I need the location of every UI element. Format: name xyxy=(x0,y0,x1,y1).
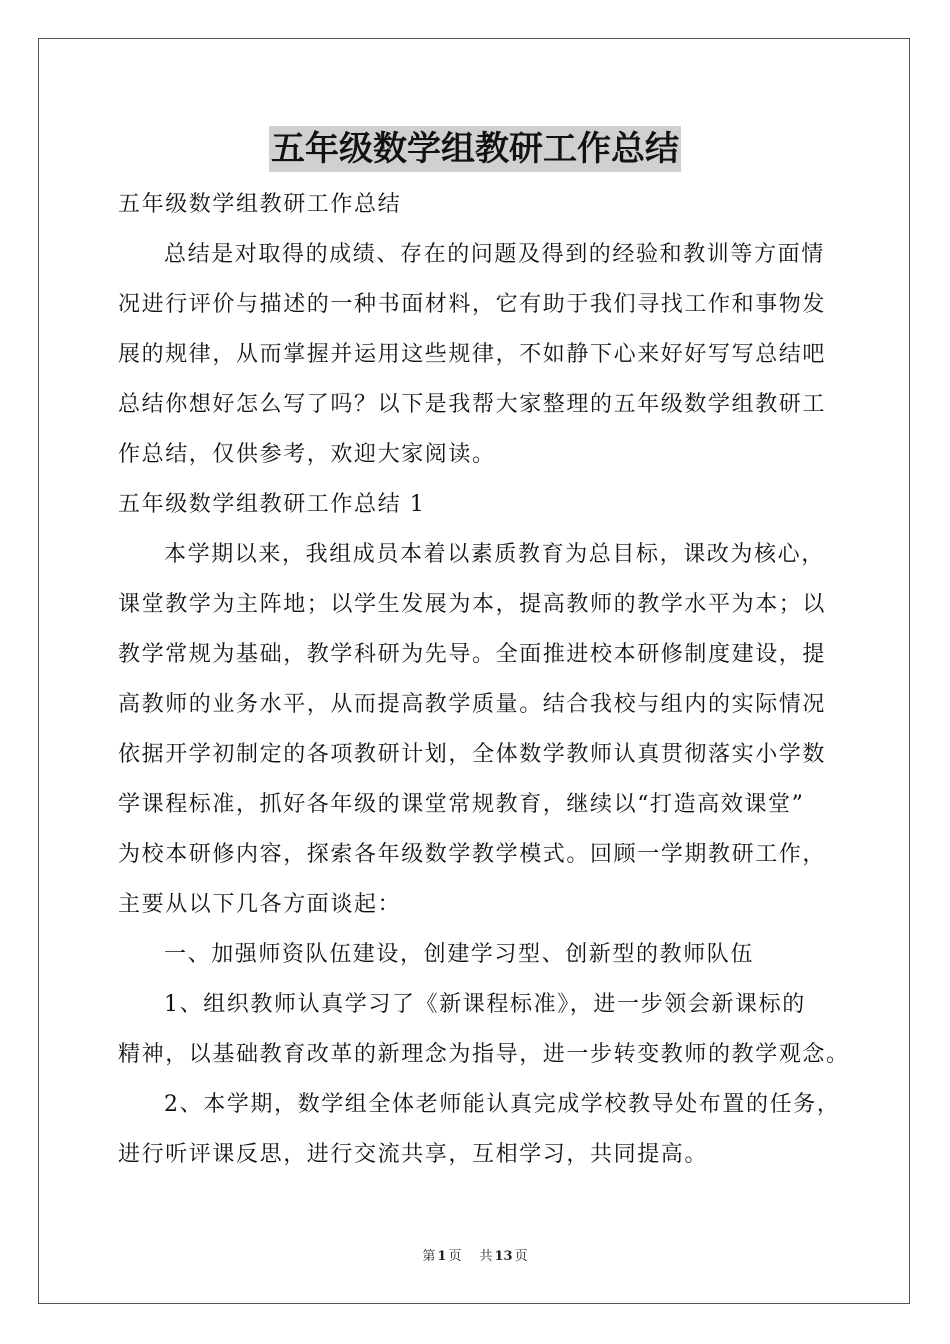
text-line: 学课程标准，抓好各年级的课堂常规教育，继续以“打造高效课堂” xyxy=(118,792,805,817)
title-container xyxy=(0,126,950,172)
page-label-suffix: 页 xyxy=(448,1249,462,1264)
text-line: 总结你想好怎么写了吗？以下是我帮大家整理的五年级数学组教研工 xyxy=(118,392,827,417)
text-line: 作总结，仅供参考，欢迎大家阅读。 xyxy=(118,442,496,467)
text-line: 五年级数学组教研工作总结 xyxy=(118,192,402,217)
text-line: 五年级数学组教研工作总结 1 xyxy=(118,492,426,517)
text-line: 精神，以基础教育改革的新理念为指导，进一步转变教师的教学观念。 xyxy=(118,1042,850,1067)
page-label-prefix: 第 xyxy=(422,1249,436,1264)
document-body xyxy=(118,180,850,1180)
text-line: 2、本学期，数学组全体老师能认真完成学校教导处布置的任务， xyxy=(164,1092,841,1117)
document-title: 五年级数学组教研工作总结 xyxy=(269,126,681,172)
text-line: 1、组织教师认真学习了《新课程标准》，进一步领会新课标的 xyxy=(164,992,806,1017)
total-label-suffix: 页 xyxy=(514,1249,528,1264)
text-line: 为校本研修内容，探索各年级数学教学模式。回顾一学期教研工作， xyxy=(118,842,827,867)
text-line: 进行听评课反思，进行交流共享，互相学习，共同提高。 xyxy=(118,1142,709,1167)
text-line: 主要从以下几各方面谈起： xyxy=(118,892,402,917)
text-line: 总结是对取得的成绩、存在的问题及得到的经验和教训等方面情 xyxy=(164,242,825,267)
text-line: 依据开学初制定的各项教研计划，全体数学教师认真贯彻落实小学数 xyxy=(118,742,827,767)
text-line: 展的规律，从而掌握并运用这些规律，不如静下心来好好写写总结吧 xyxy=(118,342,827,367)
total-pages: 13 xyxy=(494,1249,513,1264)
text-line: 教学常规为基础，教学科研为先导。全面推进校本研修制度建设，提 xyxy=(118,642,827,667)
text-line: 本学期以来，我组成员本着以素质教育为总目标，课改为核心， xyxy=(164,542,825,567)
page-footer xyxy=(0,1248,950,1266)
page-number: 1 xyxy=(437,1249,447,1264)
total-label-prefix: 共 xyxy=(479,1249,493,1264)
text-line: 课堂教学为主阵地；以学生发展为本，提高教师的教学水平为本；以 xyxy=(118,592,827,617)
text-line: 高教师的业务水平，从而提高教学质量。结合我校与组内的实际情况 xyxy=(118,692,827,717)
text-line: 一、加强师资队伍建设，创建学习型、创新型的教师队伍 xyxy=(164,942,755,967)
text-line: 况进行评价与描述的一种书面材料，它有助于我们寻找工作和事物发 xyxy=(118,292,827,317)
